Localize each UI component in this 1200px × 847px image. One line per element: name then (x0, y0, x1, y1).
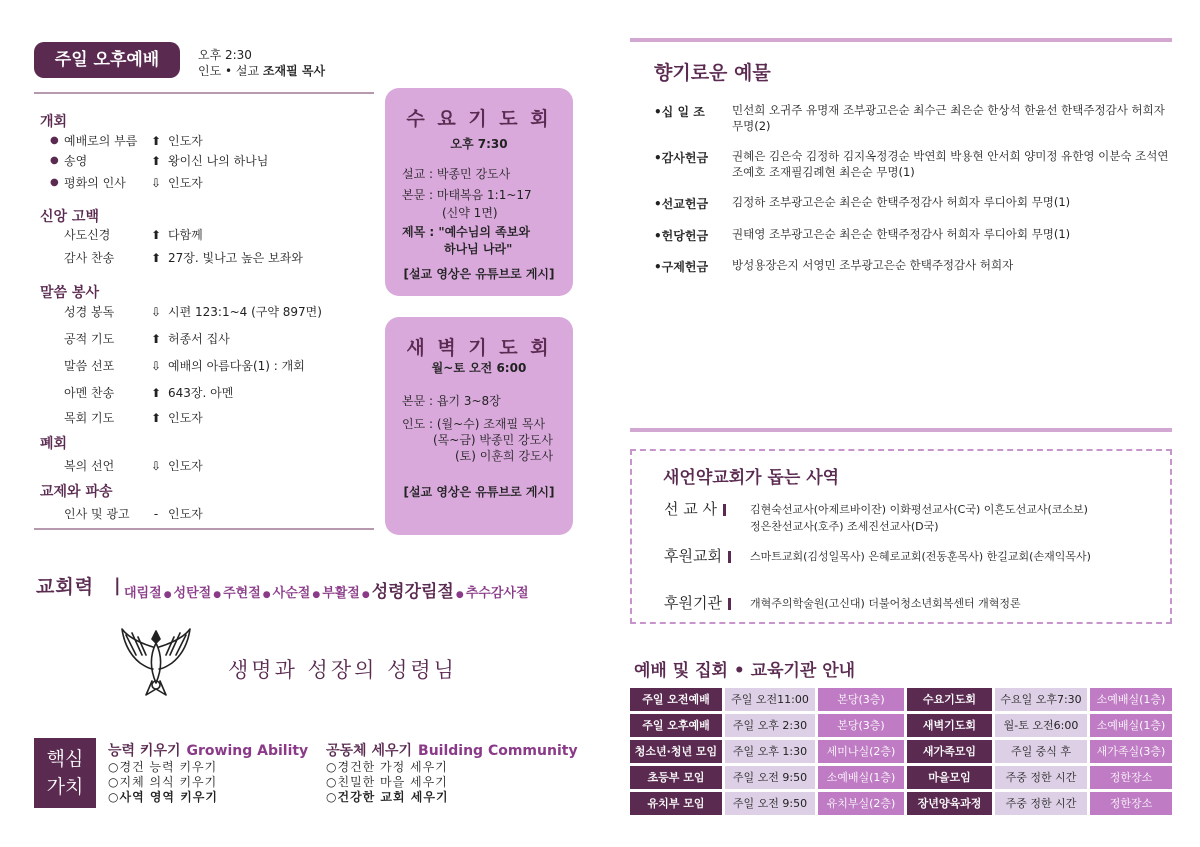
order-item (50, 410, 370, 426)
calendar-season: 추수감사절 (465, 586, 529, 601)
offering-donors: 김정하 조부광고은순 최은순 한택주정감사 허희자 루디아회 무명(1) (732, 195, 1071, 209)
divider (34, 528, 374, 530)
order-item-label: 성경 봉독 (64, 305, 115, 319)
order-item-value: 허종서 집사 (168, 332, 230, 346)
order-item-value: 예배의 아름다움(1) : 개회 (168, 359, 305, 373)
offering-donors: 민선희 오귀주 유명재 조부광고은순 최수근 최은순 한상석 한윤선 한택주정감사 허희자 무명(2) (732, 103, 1165, 133)
divider (34, 92, 374, 94)
bullet-icon: ● (50, 135, 59, 146)
divider (630, 38, 1172, 42)
order-item (50, 304, 370, 320)
service-time: 오후 2:30 (198, 48, 252, 62)
schedule-event: 청소년·청년 모임 (630, 740, 722, 763)
schedule-time: 주중 정한 시간 (995, 792, 1087, 815)
dash-icon: - (153, 507, 159, 521)
order-item (50, 175, 370, 191)
order-item (50, 458, 370, 474)
order-item (50, 385, 370, 401)
order-section-title: 폐회 (40, 436, 68, 452)
stand-up-icon: ⬆ (150, 386, 162, 400)
separator-bar (723, 504, 726, 516)
offering-type: •헌당헌금 (654, 229, 709, 243)
order-item (50, 133, 370, 149)
schedule-place: 세미나실(2층) (818, 740, 904, 763)
schedule-place: 정한장소 (1090, 792, 1172, 815)
mission-category (664, 592, 731, 613)
order-item-value: 27장. 빛나고 높은 보좌와 (168, 251, 303, 265)
wednesday-note: [설교 영상은 유튜브로 게시] (403, 267, 555, 281)
order-section-title: 말씀 봉사 (40, 285, 99, 301)
order-item-label: 공적 기도 (64, 332, 115, 346)
stand-up-icon: ⬆ (150, 228, 162, 242)
order-item (50, 506, 370, 522)
core-value-line: ○경건한 가정 세우기 (326, 760, 448, 774)
order-item-label: 평화의 인사 (64, 176, 126, 190)
bullet-icon: ● (50, 177, 59, 188)
order-item-value: 인도자 (168, 176, 203, 190)
dawn-prayer-box (385, 317, 573, 535)
mission-category (664, 498, 726, 519)
core-value-line: ○경건 능력 키우기 (108, 760, 218, 774)
bullet-icon: ● (50, 155, 59, 166)
core-group-heading: 능력 키우기 Growing Ability (108, 743, 309, 759)
wednesday-time: 오후 7:30 (450, 137, 508, 151)
bullet-icon: ● (213, 590, 222, 600)
stand-up-icon: ⬆ (150, 251, 162, 265)
calendar-season: 대림절 (124, 586, 162, 601)
schedule-event: 유치부 모임 (630, 792, 722, 815)
core-group-heading: 공동체 세우기 Building Community (326, 743, 578, 759)
schedule-event: 새가족모임 (907, 740, 992, 763)
core-value-line: ○친밀한 마을 세우기 (326, 775, 448, 789)
core-group-ability (108, 740, 308, 805)
schedule-event: 장년양육과정 (907, 792, 992, 815)
mission-recipients: 김현숙선교사(아제르바이잔) 이화평선교사(C국) 이흔도선교사(코소보) (750, 503, 1088, 516)
schedule-event: 초등부 모임 (630, 766, 722, 789)
core-value-line: ○사역 영역 키우기 (108, 790, 218, 804)
offerings-title: 향기로운 예물 (654, 62, 771, 84)
schedule-time: 수요일 오후7:30 (995, 688, 1087, 711)
bullet-icon: ● (262, 590, 271, 600)
offering-type: •선교헌금 (654, 197, 709, 211)
mission-category-label: 후원교회 (664, 547, 722, 565)
dawn-title: 새 벽 기 도 회 (406, 337, 552, 359)
dawn-note: [설교 영상은 유튜브로 게시] (403, 485, 555, 499)
dawn-leader-3: (토) 이훈희 강도사 (455, 449, 554, 463)
calendar-current-season: 성령강림절 (371, 582, 454, 602)
dawn-time: 월~토 오전 6:00 (431, 361, 527, 375)
order-item-label: 목회 기도 (64, 411, 115, 425)
dawn-leader-2: (목~금) 박종민 강도사 (433, 433, 553, 447)
bullet-icon: ● (312, 590, 321, 600)
stand-up-icon: ⬆ (150, 154, 162, 168)
bullet-icon: ● (163, 590, 172, 600)
bullet-icon: ● (455, 590, 464, 600)
schedule-place: 소예배실(1층) (1090, 688, 1172, 711)
calendar-seasons (124, 577, 529, 602)
order-item (50, 358, 370, 374)
order-item (50, 153, 370, 169)
sit-down-icon: ⇩ (150, 359, 162, 373)
mission-recipients: 스마트교회(김성일목사) 은혜로교회(전동훈목사) 한길교회(손재익목사) (750, 550, 1091, 563)
core-group-community (326, 740, 578, 805)
bullet-icon: ● (361, 590, 370, 600)
wednesday-prayer-box (385, 88, 573, 296)
schedule-place: 소예배실(1층) (818, 766, 904, 789)
schedule-event: 새벽기도회 (907, 714, 992, 737)
schedule-place: 본당(3층) (818, 714, 904, 737)
order-section-title: 개회 (40, 114, 68, 130)
order-item-label: 사도신경 (64, 228, 111, 242)
sit-down-icon: ⇩ (150, 176, 162, 190)
schedule-place: 소예배실(1층) (1090, 714, 1172, 737)
calendar-season: 부활절 (322, 586, 360, 601)
stand-up-icon: ⬆ (150, 134, 162, 148)
sit-down-icon: ⇩ (150, 305, 162, 319)
core-value-line: ○지체 의식 키우기 (108, 775, 218, 789)
schedule-place: 본당(3층) (818, 688, 904, 711)
core-values-label: 핵심 가치 (34, 738, 96, 808)
order-section-title: 교제와 파송 (40, 484, 113, 500)
order-item-value: 인도자 (168, 411, 203, 425)
core-value-line: ○건강한 교회 세우기 (326, 790, 449, 804)
order-section-title: 신앙 고백 (40, 209, 99, 225)
order-item-label: 복의 선언 (64, 459, 115, 473)
wednesday-subject-2: 하나님 나라" (444, 242, 513, 256)
calendar-title: 교회력 (36, 576, 95, 598)
order-item-value: 인도자 (168, 507, 203, 521)
order-item-value: 왕이신 나의 하나님 (168, 154, 269, 168)
wednesday-title: 수 요 기 도 회 (406, 108, 552, 130)
schedule-event: 수요기도회 (907, 688, 992, 711)
schedule-time: 주일 오전 9:50 (725, 792, 815, 815)
schedule-time: 주중 정한 시간 (995, 766, 1087, 789)
stand-up-icon: ⬆ (150, 332, 162, 346)
wednesday-preacher: 설교 : 박종민 강도사 (402, 167, 511, 181)
order-item-label: 감사 찬송 (64, 251, 115, 265)
mission-title: 새언약교회가 돕는 사역 (663, 468, 840, 488)
schedule-time: 주일 오전 9:50 (725, 766, 815, 789)
schedule-time: 월-토 오전6:00 (995, 714, 1087, 737)
mission-category-label: 후원기관 (664, 594, 722, 612)
offering-type: •십 일 조 (654, 105, 705, 119)
calendar-season: 주현절 (223, 586, 261, 601)
schedule-place: 유치부실(2층) (818, 792, 904, 815)
schedule-time: 주일 오후 1:30 (725, 740, 815, 763)
offering-type: •감사헌금 (654, 151, 709, 165)
wednesday-text-ref: (신약 1면) (442, 206, 498, 220)
order-item-value: 다함께 (168, 228, 203, 242)
order-item-label: 말씀 선포 (64, 359, 115, 373)
schedule-time: 주일 오후 2:30 (725, 714, 815, 737)
dawn-text: 본문 : 욥기 3~8장 (402, 394, 501, 408)
order-item-value: 인도자 (168, 459, 203, 473)
calendar-separator: | (114, 575, 121, 596)
offering-type: •구제헌금 (654, 260, 709, 274)
offering-donors: 권혜은 김은숙 김정하 김지옥정경순 박연희 박용현 안서희 양미정 유한영 이분숙 조석연 조예호 조재필김례현 최은순 무명(1) (732, 149, 1169, 179)
schedule-time: 주일 오전11:00 (725, 688, 815, 711)
order-item (50, 250, 370, 266)
stand-up-icon: ⬆ (150, 411, 162, 425)
divider (630, 428, 1172, 432)
sit-down-icon: ⇩ (150, 459, 162, 473)
schedule-event: 주일 오후예배 (630, 714, 722, 737)
schedule-event: 마을모임 (907, 766, 992, 789)
schedule-place: 새가족실(3층) (1090, 740, 1172, 763)
schedule-place: 정한장소 (1090, 766, 1172, 789)
dawn-leader: 인도 : (월~수) 조재필 목사 (402, 417, 546, 431)
order-item-value: 시편 123:1~4 (구약 897면) (168, 305, 322, 319)
separator-bar (728, 551, 731, 563)
order-item-label: 예배로의 부름 (64, 134, 138, 148)
mission-recipients: 정은찬선교사(호주) 조세진선교사(D국) (750, 520, 939, 533)
wednesday-subject: 제목 : "예수님의 족보와 (402, 225, 530, 239)
dove-icon (116, 625, 196, 705)
offering-donors: 방성용장은지 서영민 조부광고은순 한택주정감사 허희자 (732, 258, 1014, 272)
schedule-title: 예배 및 집회 • 교육기관 안내 (634, 661, 856, 681)
order-item (50, 227, 370, 243)
order-item-value: 인도자 (168, 134, 203, 148)
order-item-label: 인사 및 광고 (64, 507, 130, 521)
order-item-label: 아멘 찬송 (64, 386, 115, 400)
mission-recipients: 개혁주의학술원(고신대) 더불어청소년회복센터 개혁정론 (750, 597, 1021, 610)
mission-category-label: 선 교 사 (664, 500, 718, 518)
calendar-season: 사순절 (272, 586, 311, 601)
service-leader: 인도 • 설교 조재필 목사 (198, 64, 326, 78)
wednesday-text: 본문 : 마태복음 1:1~17 (402, 188, 532, 202)
order-item-value: 643장. 아멘 (168, 386, 234, 400)
schedule-time: 주일 중식 후 (995, 740, 1087, 763)
service-title: 주일 오후예배 (34, 42, 180, 78)
separator-bar (728, 598, 731, 610)
schedule-event: 주일 오전예배 (630, 688, 722, 711)
order-item-label: 송영 (64, 154, 88, 168)
offering-donors: 권태영 조부광고은순 최은순 한택주정감사 허희자 루디아회 무명(1) (732, 227, 1071, 241)
mission-category (664, 545, 731, 566)
order-item (50, 331, 370, 347)
slogan: 생명과 성장의 성령님 (228, 658, 457, 682)
calendar-season: 성탄절 (173, 586, 212, 601)
